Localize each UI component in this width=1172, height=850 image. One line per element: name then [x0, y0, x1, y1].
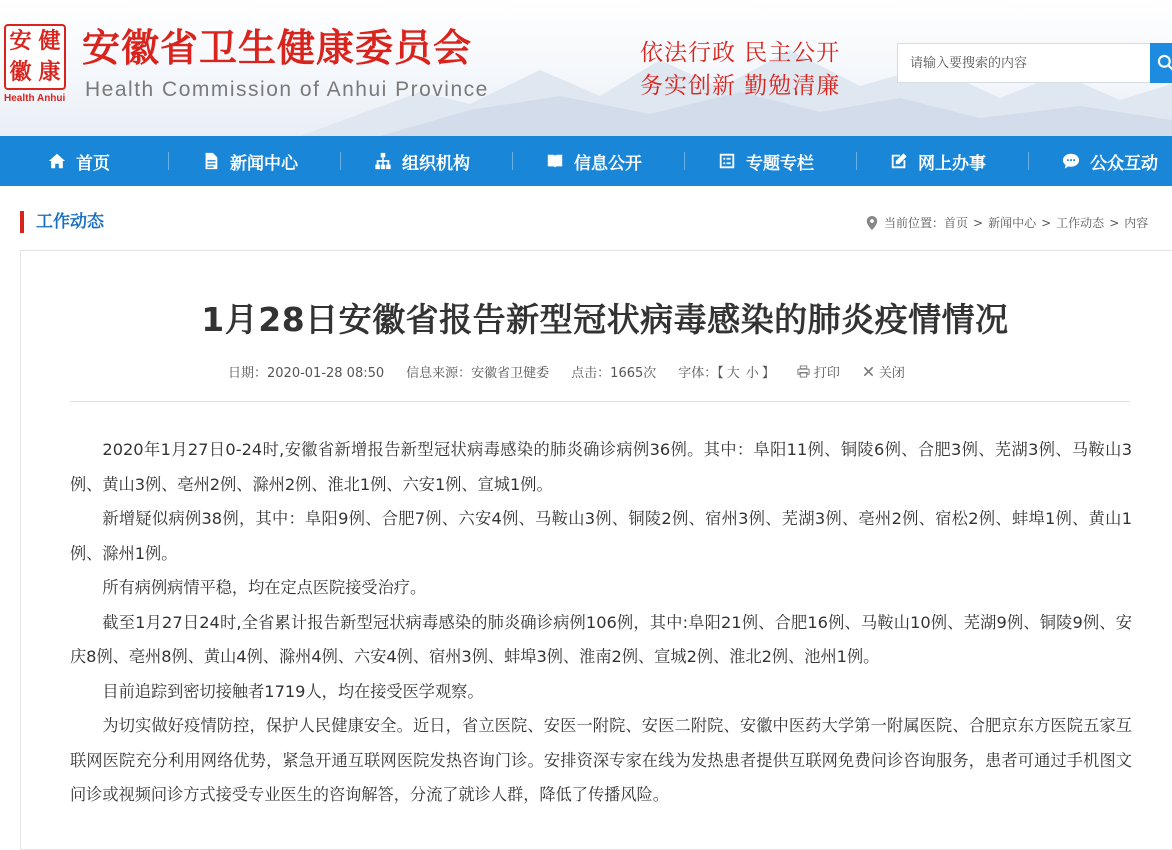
- print-icon: [797, 365, 810, 378]
- section-accent-bar: [20, 211, 24, 233]
- nav-label: 新闻中心: [230, 149, 298, 174]
- article-paragraph: 2020年1月27日0-24时,安徽省新增报告新型冠状病毒感染的肺炎确诊病例36例。其中：阜阳11例、铜陵6例、合肥3例、芜湖3例、马鞍山3例、黄山3例、亳州2例、滁州2例、淮北1例、六安1例、宣城1例。: [70, 433, 1132, 502]
- site-title[interactable]: 安徽省卫生健康委员会: [82, 24, 472, 72]
- nav-divider: [168, 152, 169, 170]
- breadcrumb-separator: >: [1041, 216, 1051, 230]
- nav-label: 首页: [76, 149, 110, 174]
- chat-icon: [1062, 152, 1080, 170]
- article-source: 信息来源：安徽省卫健委: [406, 362, 549, 381]
- location-pin-icon: [866, 216, 878, 230]
- logo-char: 健: [35, 26, 64, 57]
- close-label: 关闭: [879, 362, 905, 381]
- nav-label: 公众互动: [1090, 149, 1158, 174]
- breadcrumb-separator: >: [1109, 216, 1119, 230]
- article-paragraph: 目前追踪到密切接触者1719人，均在接受医学观察。: [70, 675, 1132, 710]
- nav-item-organization[interactable]: [374, 136, 470, 186]
- nav-item-info-disclosure[interactable]: [546, 136, 642, 186]
- site-logo[interactable]: [4, 24, 66, 90]
- breadcrumb-separator: >: [973, 216, 983, 230]
- logo-english-text: Health Anhui: [4, 93, 65, 104]
- close-button[interactable]: [862, 362, 905, 381]
- breadcrumb-news[interactable]: 新闻中心: [988, 214, 1036, 231]
- nav-item-public-interaction[interactable]: [1062, 136, 1158, 186]
- edit-icon: [890, 152, 908, 170]
- home-icon: [48, 152, 66, 170]
- nav-label: 网上办事: [918, 149, 986, 174]
- font-size-control: [678, 362, 775, 381]
- article-meta: [228, 362, 927, 381]
- nav-item-home[interactable]: [48, 136, 110, 186]
- breadcrumb-content: 内容: [1124, 214, 1148, 231]
- slogan-line-2: 务实创新 勤勉清廉: [640, 67, 840, 100]
- nav-divider: [1028, 152, 1029, 170]
- nav-divider: [340, 152, 341, 170]
- logo-char: 康: [35, 57, 64, 88]
- org-chart-icon: [374, 152, 392, 170]
- nav-item-online-services[interactable]: [890, 136, 986, 186]
- close-icon: [862, 365, 875, 378]
- nav-item-special-topics[interactable]: [718, 136, 814, 186]
- article-clicks: 点击：1665次: [571, 362, 656, 381]
- breadcrumb-work-updates[interactable]: 工作动态: [1056, 214, 1104, 231]
- logo-char: 徽: [6, 57, 35, 88]
- font-size-bracket: 】: [762, 362, 775, 381]
- search-icon: [1156, 53, 1172, 73]
- breadcrumb: [866, 214, 1148, 231]
- breadcrumb-label: 当前位置：: [884, 214, 944, 231]
- article-body: [70, 433, 1132, 813]
- section-title[interactable]: 工作动态: [36, 211, 104, 233]
- nav-divider: [856, 152, 857, 170]
- site-header: [0, 0, 1172, 136]
- nav-label: 信息公开: [574, 149, 642, 174]
- article-date: 日期：2020-01-28 08:50: [228, 362, 384, 381]
- font-small-button[interactable]: 小: [746, 362, 759, 381]
- nav-item-news[interactable]: [202, 136, 298, 186]
- document-icon: [202, 152, 220, 170]
- font-size-label: 字体：【: [678, 362, 724, 381]
- nav-divider: [684, 152, 685, 170]
- article-title: 1月28日安徽省报告新型冠状病毒感染的肺炎疫情情况: [0, 294, 1172, 341]
- print-label: 打印: [814, 362, 840, 381]
- article-paragraph: 新增疑似病例38例，其中：阜阳9例、合肥7例、六安4例、马鞍山3例、铜陵2例、宿州3例、芜湖3例、亳州2例、宿松2例、蚌埠1例、黄山1例、滁州1例。: [70, 502, 1132, 571]
- search-button[interactable]: [1150, 43, 1172, 83]
- slogan-line-1: 依法行政 民主公开: [640, 34, 840, 67]
- nav-divider: [512, 152, 513, 170]
- article-paragraph: 所有病例病情平稳，均在定点医院接受治疗。: [70, 571, 1132, 606]
- article-paragraph: 为切实做好疫情防控，保护人民健康安全。近日，省立医院、安医一附院、安医二附院、安徽中医药大学第一附属医院、合肥京东方医院五家互联网医院充分利用网络优势，紧急开通互联网医院发热咨询门诊。安排资深专家在线为发热患者提供互联网免费问诊咨询服务，患者可通过手机图文问诊或视频问诊方式接受专业医生的咨询解答，分流了就诊人群，降低了传播风险。: [70, 709, 1132, 813]
- main-nav: [0, 136, 1172, 186]
- article-paragraph: 截至1月27日24时,全省累计报告新型冠状病毒感染的肺炎确诊病例106例，其中:阜阳21例、合肥16例、马鞍山10例、芜湖9例、铜陵9例、安庆8例、亳州8例、黄山4例、滁州4例、六安4例、宿州3例、蚌埠3例、淮南2例、宣城2例、淮北2例、池州1例。: [70, 606, 1132, 675]
- nav-label: 组织机构: [402, 149, 470, 174]
- print-button[interactable]: [797, 362, 840, 381]
- list-icon: [718, 152, 736, 170]
- search-input[interactable]: [897, 43, 1151, 83]
- breadcrumb-home[interactable]: 首页: [944, 214, 968, 231]
- book-icon: [546, 152, 564, 170]
- meta-divider: [70, 401, 1130, 402]
- nav-label: 专题专栏: [746, 149, 814, 174]
- logo-char: 安: [6, 26, 35, 57]
- font-large-button[interactable]: 大: [727, 362, 740, 381]
- site-subtitle: Health Commission of Anhui Province: [85, 78, 489, 102]
